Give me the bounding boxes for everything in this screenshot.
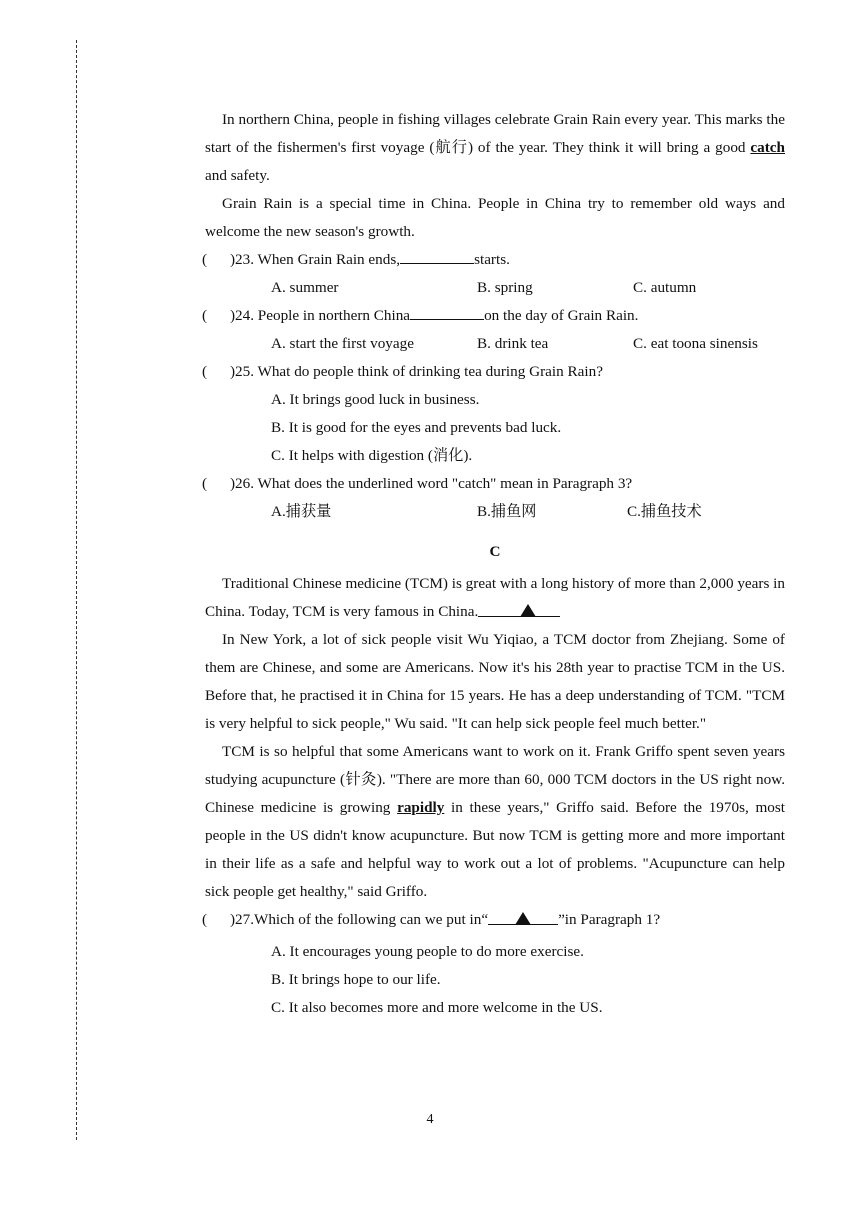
triangle-icon [515,912,531,925]
answer-paren-open: ( [202,911,208,928]
answer-paren-open: ( [202,475,208,492]
page-number: 4 [426,1112,434,1127]
paragraph-text: Traditional Chinese medicine (TCM) is great with a long history of more than 2,000 years in China. Today, TCM is very famous in China. [205,575,785,620]
options-23 [271,274,785,302]
question-26 [202,470,785,498]
answer-paren-close: ) [230,363,236,380]
option-a: A. It brings good luck in business. [271,391,480,408]
option-b: B. spring [477,279,533,296]
binding-margin-line [76,40,77,1140]
option-b: B. It is good for the eyes and prevents bad luck. [271,419,562,436]
paragraph-text: in these years," Griffo said. Before the 1970s, most people in the US didn't know acupuncture. But now TCM is getting more and more important in their life as a safe and helpful way to work out a lot of problems. "Acupuncture can help sick people get healthy," said Griffo. [205,799,785,900]
answer-blank[interactable] [400,249,474,264]
paragraph-tcm-new-york: In New York, a lot of sick people visit Wu Yiqiao, a TCM doctor from Zhejiang. Some of them are Chinese, and some are Americans. Now it's his 28th year to practise TCM in the US. Before that, he practised it in China for 15 years. He has a deep understanding of TCM. "TCM is very helpful to sick people," Wu said. "It can help sick people feel much better." [205,631,785,732]
option-b: B. It brings hope to our life. [271,971,441,988]
underlined-word-catch: catch [750,139,785,156]
option-a: A. start the first voyage [271,335,414,352]
answer-paren-close: ) [230,307,236,324]
option-b: B.捕鱼网 [477,503,537,520]
triangle-blank[interactable] [478,600,560,617]
options-24 [271,330,785,358]
answer-blank[interactable] [410,305,484,320]
paragraph-text: TCM is so helpful that some Americans want to work on it. Frank Griffo spent seven years studying acupuncture (针灸). "There are more than 60, 000 TCM doctors in the US right now. Chinese medicine is growing [205,743,785,816]
question-stem: What do people think of drinking tea during Grain Rain? [253,363,603,380]
underlined-word-rapidly: rapidly [397,799,445,816]
option-b: B. drink tea [477,335,549,352]
answer-paren-open: ( [202,251,208,268]
question-27 [202,906,785,934]
paragraph-grain-rain-special: Grain Rain is a special time in China. People in China try to remember old ways and welcome the new season's growth. [205,195,785,240]
paragraph-grain-rain-fishing [205,106,785,190]
question-number: 25. [235,363,254,380]
question-stem: starts. [474,251,510,268]
answer-paren-open: ( [202,307,208,324]
question-stem: ”in Paragraph 1? [558,911,661,928]
triangle-blank [488,908,558,925]
question-stem: When Grain Rain ends, [253,251,401,268]
option-c: C. autumn [633,279,697,296]
section-title-c: C [489,543,501,560]
answer-paren-close: ) [230,475,236,492]
option-a: A.捕获量 [271,503,332,520]
page-content [202,106,785,1022]
question-stem: on the day of Grain Rain. [484,307,639,324]
paragraph-tcm-intro [205,570,785,626]
question-24 [202,302,785,330]
question-23 [202,246,785,274]
paragraph-tcm-americans [205,738,785,906]
question-stem: People in northern China [253,307,411,324]
question-stem: What does the underlined word "catch" mean in Paragraph 3? [253,475,633,492]
question-25 [202,358,785,386]
option-c: C.捕鱼技术 [627,503,702,520]
triangle-icon [520,604,536,617]
paragraph-text: and safety. [205,167,270,184]
option-c: C. eat toona sinensis [633,335,758,352]
question-stem: 27.Which of the following can we put in“ [235,911,489,928]
answer-paren-close: ) [230,911,236,928]
answer-paren-open: ( [202,363,208,380]
option-c: C. It helps with digestion (消化). [271,447,473,464]
question-number: 23. [235,251,254,268]
options-26 [271,498,785,526]
paragraph-text: In northern China, people in fishing villages celebrate Grain Rain every year. This marks the start of the fishermen's first voyage (航行) of the year. They think it will bring a good [205,111,785,156]
answer-paren-close: ) [230,251,236,268]
option-a: A. It encourages young people to do more exercise. [271,943,584,960]
question-number: 26. [235,475,254,492]
option-a: A. summer [271,279,339,296]
option-c: C. It also becomes more and more welcome in the US. [271,999,603,1016]
question-number: 24. [235,307,254,324]
